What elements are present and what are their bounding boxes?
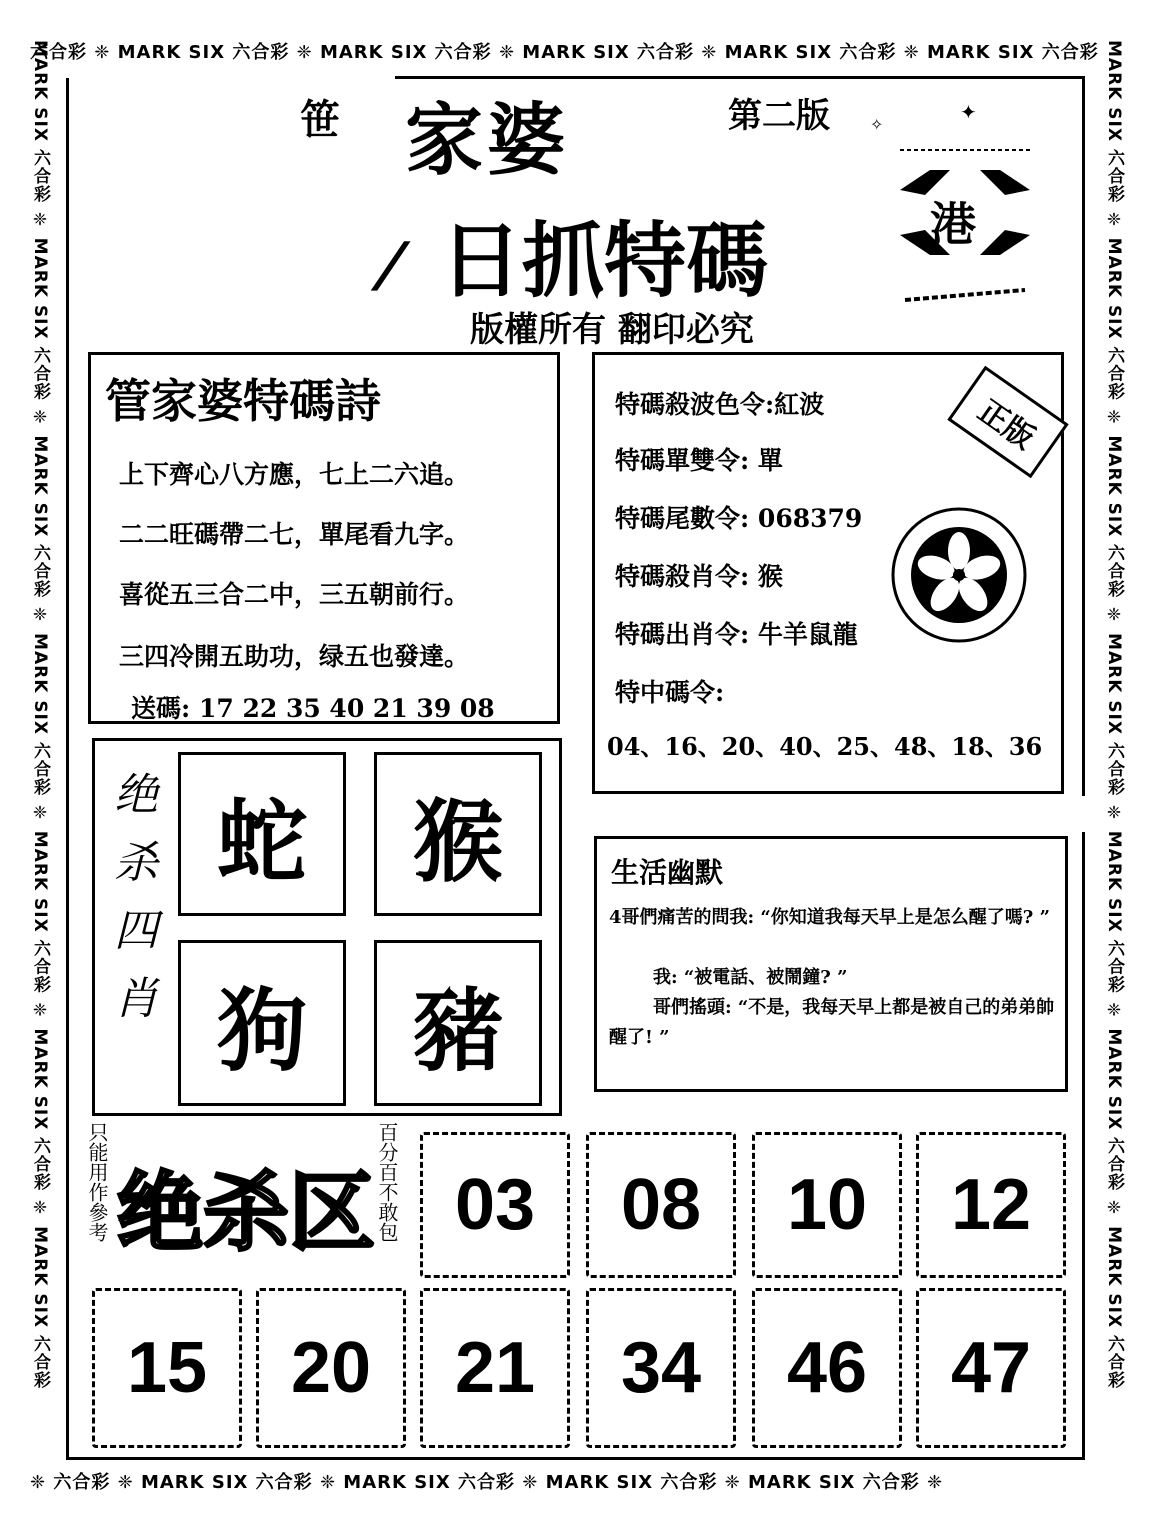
kill-number-box: 47 [916, 1288, 1066, 1448]
info-box [592, 352, 1064, 794]
kill-number-box: 21 [420, 1288, 570, 1448]
kill-number-box: 08 [586, 1132, 736, 1278]
copyright-text: 版權所有 翻印必究 [470, 310, 754, 350]
zodiac-pig: 豬 [374, 940, 542, 1106]
poem-line-1: 上下齊心八方應，七上二六追。 [119, 460, 470, 489]
send-numbers-row [131, 689, 495, 725]
poem-line-3: 喜從五三合二中，三五朝前行。 [119, 580, 470, 609]
kill-number-box: 34 [586, 1288, 736, 1448]
frame-left-line [66, 78, 69, 1460]
border-top-text: 六合彩 ❈ MARK SIX 六合彩 ❈ MARK SIX 六合彩 ❈ MARK SIX 六合彩 ❈ MARK SIX 六合彩 ❈ MARK SIX 六合彩 [30, 42, 1099, 63]
title-slash-mark: / [367, 230, 415, 300]
kill-number-box: 46 [752, 1288, 902, 1448]
title-top: 家婆 [405, 95, 570, 186]
poem-box [88, 352, 560, 724]
logo-text: 港 [930, 197, 976, 251]
kill-zone-label: 绝杀区 [117, 1163, 375, 1263]
kill-number-box: 10 [752, 1132, 902, 1278]
bauhinia-emblem-icon [889, 505, 1029, 645]
kill-number-box: 03 [420, 1132, 570, 1278]
info-hit-label: 特中碼令: [615, 678, 725, 707]
poem-title: 管家婆特碼詩 [105, 374, 381, 428]
border-left-text: MARK SIX 六合彩 ❈ MARK SIX 六合彩 ❈ MARK SIX 六合彩 ❈ MARK SIX 六合彩 ❈ MARK SIX 六合彩 ❈ MARK SIX 六合彩 ❈ MARK SIX 六合彩 [30, 40, 50, 1389]
four-zodiac-label: 绝杀四肖 [106, 771, 157, 1043]
edition-label: 第二版 [728, 96, 830, 136]
sparkle-icon: ✧ [870, 115, 884, 134]
kill-zone-side-right: 百分百不敢包 [375, 1122, 399, 1242]
humor-paragraph-3: 哥們搖頭: “不是，我每天早上都是被自己的弟弟帥醒了! ” [609, 997, 1055, 1048]
kill-zone-side-left: 只能用作參考 [85, 1122, 109, 1242]
send-label: 送碼: [131, 694, 191, 723]
info-tail-digits: 特碼尾數令: 068379 [615, 504, 863, 533]
send-numbers: 17 22 35 40 21 39 08 [198, 694, 495, 723]
title-fragment: 笹 [300, 96, 340, 143]
info-kill-zodiac: 特碼殺肖令: 猴 [615, 562, 783, 591]
humor-box [594, 836, 1068, 1092]
genuine-stamp: 正版 [947, 366, 1068, 479]
zodiac-monkey: 猴 [374, 752, 542, 916]
info-odd-even: 特碼單雙令: 單 [615, 446, 783, 475]
kill-number-box: 12 [916, 1132, 1066, 1278]
zodiac-dog: 狗 [178, 940, 346, 1106]
info-wave-color: 特碼殺波色令:紅波 [615, 390, 825, 419]
poem-line-2: 二二旺碼帶二七，單尾看九字。 [119, 520, 470, 549]
border-right-text: MARK SIX 六合彩 ❈ MARK SIX 六合彩 ❈ MARK SIX 六合彩 ❈ MARK SIX 六合彩 ❈ MARK SIX 六合彩 ❈ MARK SIX 六合彩 ❈ MARK SIX 六合彩 [1104, 40, 1124, 1389]
poem-line-4: 三四冷開五助功，绿五也發達。 [119, 642, 470, 671]
humor-paragraph-1: 4哥們痛苦的問我: “你知道我每天早上是怎么醒了嗎? ” [609, 907, 1050, 928]
border-bottom-text: ❈ 六合彩 ❈ MARK SIX 六合彩 ❈ MARK SIX 六合彩 ❈ MARK SIX 六合彩 ❈ MARK SIX 六合彩 ❈ [30, 1472, 944, 1493]
frame-right-line [1082, 76, 1085, 796]
info-hit-numbers: 04、16、20、40、25、48、18、36 [607, 732, 1043, 761]
humor-title: 生活幽默 [611, 856, 724, 889]
frame-bottom-line [66, 1457, 1084, 1460]
kill-number-box: 15 [92, 1288, 242, 1448]
frame-right-line-lower [1082, 832, 1085, 1460]
kill-number-box: 20 [256, 1288, 406, 1448]
humor-paragraph-2: 我: “被電話、被鬧鐘? ” [653, 967, 848, 988]
title-main: 日抓特碼 [440, 213, 769, 309]
info-out-zodiac: 特碼出肖令: 牛羊鼠龍 [615, 620, 858, 649]
zodiac-snake: 蛇 [178, 752, 346, 916]
star-icon: ✦ [960, 100, 977, 124]
